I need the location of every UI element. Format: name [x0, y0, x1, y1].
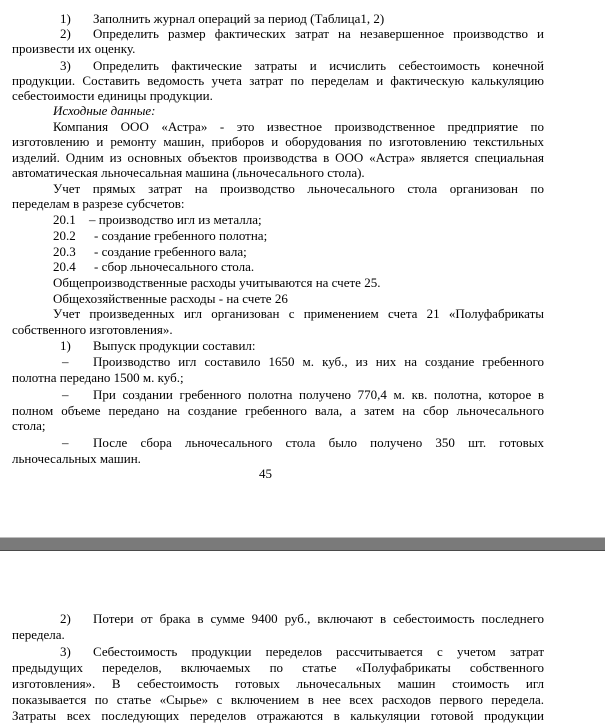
source-data-heading: Исходные данные:	[53, 103, 156, 118]
list-number: 1)	[60, 11, 71, 26]
defect-loss-line: передела.	[12, 627, 65, 642]
document-page-46	[0, 551, 605, 723]
output-bullet-line: стола;	[12, 418, 46, 433]
list-number: 2)	[60, 26, 71, 41]
subaccount-description: - сбор льночесального стола.	[94, 259, 255, 274]
list-number: 3)	[60, 644, 71, 659]
subaccount-description: - создание гребенного вала;	[94, 244, 247, 259]
output-bullet-line: полном объеме передано на создание гребенного вала, а затем на сбор льночесального	[12, 403, 544, 418]
bullet-dash: –	[62, 435, 69, 450]
company-paragraph-line: автоматическая льночесальная машина (льночесального стола).	[12, 165, 365, 180]
subaccount-code: 20.1	[53, 212, 76, 227]
subaccount-code: 20.2	[53, 228, 76, 243]
task-item-3-line: Определить фактические затраты и исчислить себестоимость конечной	[93, 58, 544, 73]
task-item-2-line: Определить размер фактических затрат на незавершенное производство и	[93, 26, 544, 41]
list-number: 3)	[60, 58, 71, 73]
page-number: 45	[259, 466, 272, 481]
company-paragraph-line: изделий. Одним из основных объектов производства в ООО «Астра» является специальная	[12, 150, 544, 165]
subaccount-code: 20.3	[53, 244, 76, 259]
subaccount-description: - создание гребенного полотна;	[94, 228, 268, 243]
task-item-1: Заполнить журнал операций за период (Таблица1, 2)	[93, 11, 385, 26]
task-item-2-line: произвести их оценку.	[12, 41, 136, 56]
output-bullet-line: льночесальных машин.	[12, 451, 141, 466]
subaccount-description: – производство игл из металла;	[89, 212, 262, 227]
accounting-paragraph-line: Учет прямых затрат на производство льночесального стола организован по	[53, 181, 544, 196]
cost-method-line: Затраты всех последующих переделов отражаются в калькуляции готовой продукции	[12, 708, 544, 723]
cost-method-line: Себестоимость продукции переделов рассчитывается с учетом затрат	[93, 644, 544, 659]
cost-method-line: показывается по статье «Сырье» с включением в нее всех расходов первого передела.	[12, 692, 544, 707]
semi-products-line: Учет произведенных игл организован с применением счета 21 «Полуфабрикаты	[53, 306, 544, 321]
semi-products-line: собственного изготовления».	[12, 322, 173, 337]
output-bullet-line: После сбора льночесального стола было получено 350 шт. готовых	[93, 435, 544, 450]
overhead-general-line: Общехозяйственные расходы - на счете 26	[53, 291, 288, 306]
subaccount-code: 20.4	[53, 259, 76, 274]
bullet-dash: –	[62, 387, 69, 402]
defect-loss-line: Потери от брака в сумме 9400 руб., включают в себестоимость последнего	[93, 611, 544, 626]
cost-method-line: изготовления». В себестоимость готовых льночесальных машин стоимость игл	[12, 676, 544, 691]
output-bullet-line: Производство игл составило 1650 м. куб., из них на создание гребенного	[93, 354, 544, 369]
task-item-3-line: продукции. Составить ведомость учета затрат по переделам и фактическую калькуляцию	[12, 73, 544, 88]
output-heading: Выпуск продукции составил:	[93, 338, 256, 353]
page-separator	[0, 537, 605, 551]
list-number: 1)	[60, 338, 71, 353]
accounting-paragraph-line: переделам в разрезе субсчетов:	[12, 196, 185, 211]
output-bullet-line: полотна передано 1500 м. куб.;	[12, 370, 184, 385]
company-paragraph-line: Компания ООО «Астра» - это известное производственное предприятие по	[53, 119, 544, 134]
output-bullet-line: При создании гребенного полотна получено 770,4 м. кв. полотна, которое в	[93, 387, 544, 402]
company-paragraph-line: изготовлению и ремонту машин, приборов и оборудования по изготовлению текстильных	[12, 134, 544, 149]
list-number: 2)	[60, 611, 71, 626]
bullet-dash: –	[62, 354, 69, 369]
task-item-3-line: себестоимости единицы продукции.	[12, 88, 213, 103]
overhead-production-line: Общепроизводственные расходы учитываются на счете 25.	[53, 275, 381, 290]
cost-method-line: предыдущих переделов, включаемых по статье «Полуфабрикаты собственного	[12, 660, 544, 675]
